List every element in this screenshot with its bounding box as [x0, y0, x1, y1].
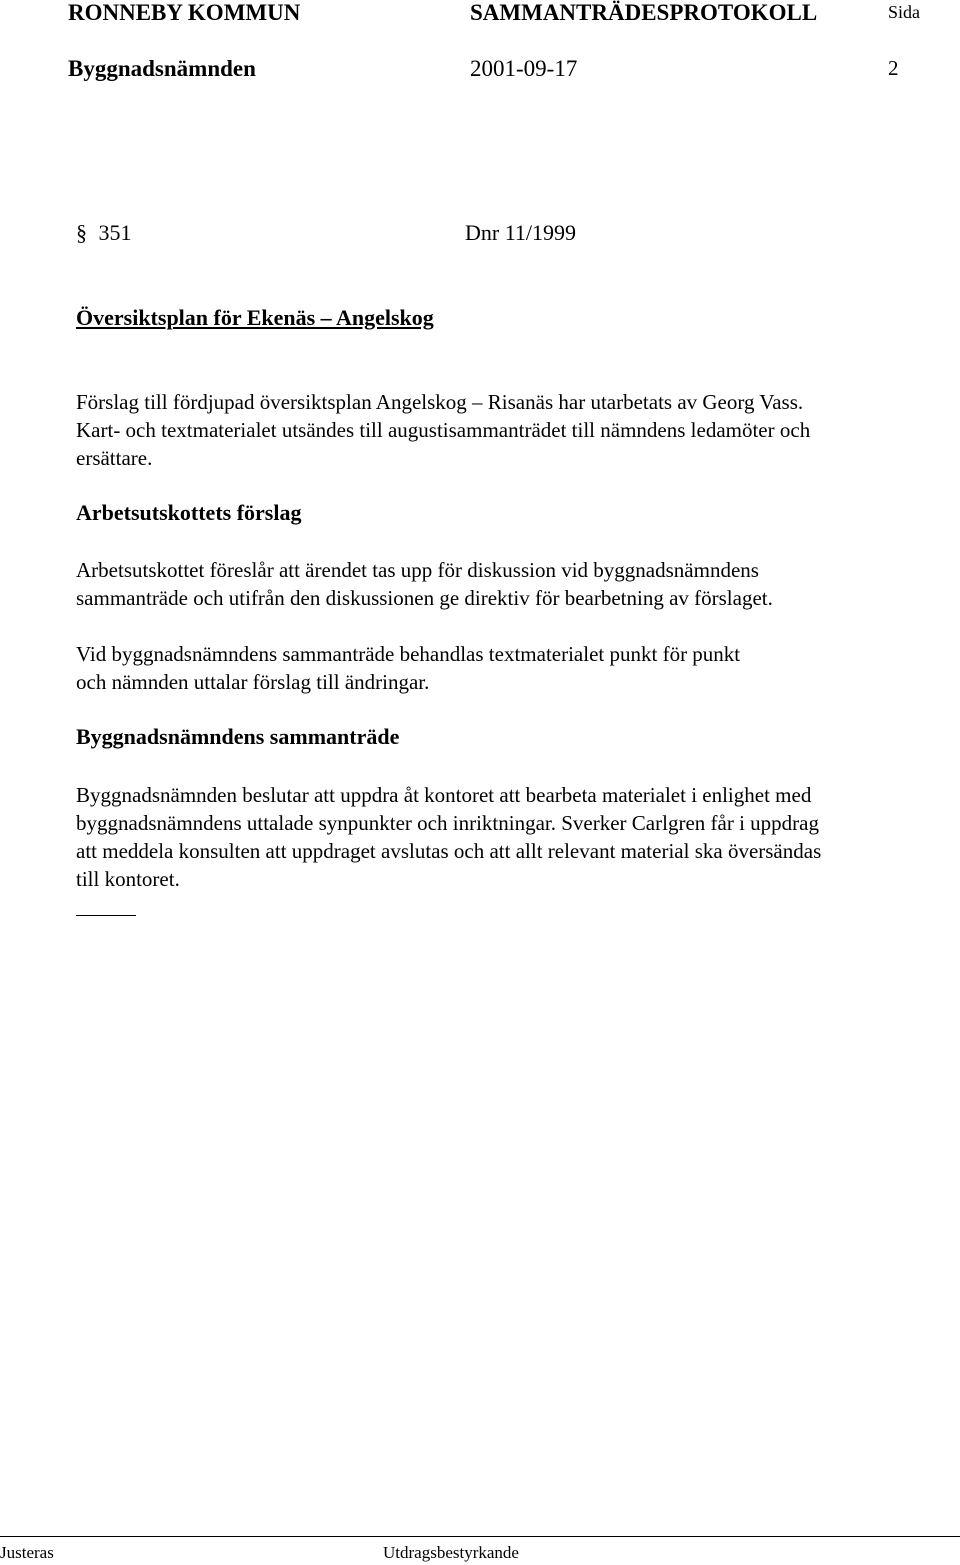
footer-utdragsbestyrkande: Utdragsbestyrkande [383, 1543, 519, 1562]
intro-paragraph: Förslag till fördjupad översiktsplan Angelskog – Risanäs har utarbetats av Georg Vass. Kart- och textmaterialet utsändes till augustisammanträdet till nämndens ledamöter och ersättare. [76, 390, 811, 470]
decision-paragraph: Byggnadsnämnden beslutar att uppdra åt kontoret att bearbeta materialet i enlighet med byggnadsnämndens uttalade synpunkter och inriktningar. Sverker Carlgren får i uppdrag att meddela konsulten att uppdraget avslutas och att allt relevant material ska översändas till kontoret. [76, 783, 822, 891]
section-number-value: 351 [98, 220, 132, 245]
section-number [76, 220, 132, 246]
proposal-paragraph-2: Vid byggnadsnämndens sammanträde behandlas textmaterialet punkt för punkt och nämnden uttalar förslag till ändringar. [76, 642, 741, 694]
meeting-date: 2001-09-17 [470, 56, 578, 81]
section-title: Översiktsplan för Ekenäs – Angelskog [76, 305, 434, 330]
org-name: RONNEBY KOMMUN [68, 0, 301, 25]
decision-heading: Byggnadsnämndens sammanträde [76, 724, 400, 749]
diary-number: Dnr 11/1999 [465, 220, 577, 245]
footer-justeras: Justeras [0, 1543, 54, 1562]
page-label: Sida [888, 2, 921, 22]
paragraph-symbol: § [76, 220, 87, 245]
proposal-paragraph-1: Arbetsutskottet föreslår att ärendet tas upp för diskussion vid byggnadsnämndens sammanträde och utifrån den diskussionen ge direktiv för bearbetning av förslaget. [76, 558, 773, 610]
end-rule [76, 915, 136, 916]
committee-name: Byggnadsnämnden [68, 56, 256, 81]
footer-rule [0, 1536, 960, 1537]
proposal-heading: Arbetsutskottets förslag [76, 500, 302, 525]
page-number: 2 [888, 56, 899, 80]
document-type: SAMMANTRÄDESPROTOKOLL [470, 0, 818, 25]
